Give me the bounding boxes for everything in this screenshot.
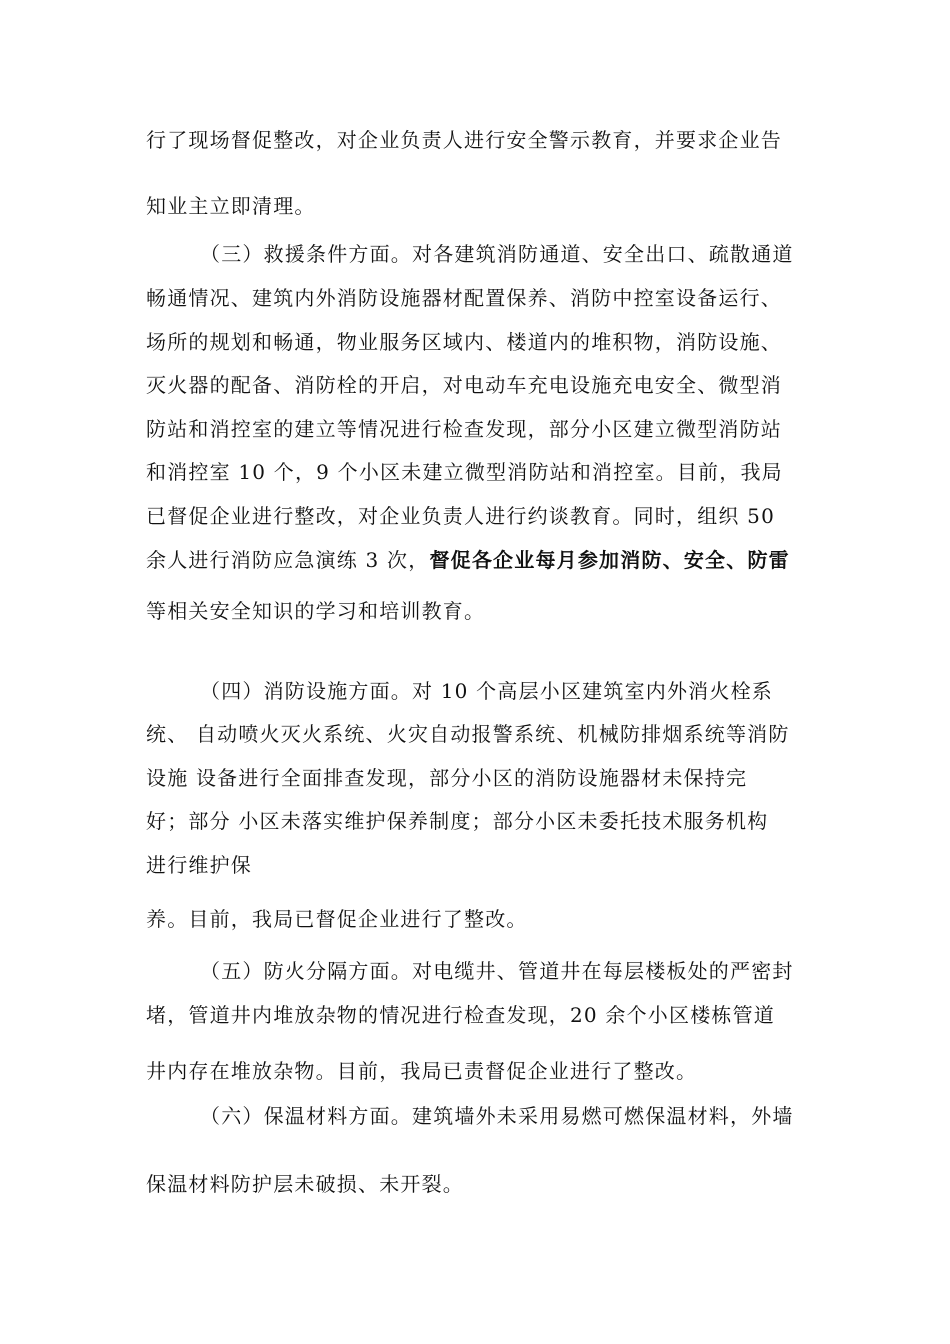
text-line: 等相关安全知识的学习和培训教育。 [146,599,486,623]
section-5-heading-line: （五）防火分隔方面。对电缆井、管道井在每层楼板处的严密封 [200,959,794,983]
text-line: 畅通情况、建筑内外消防设施器材配置保养、消防中控室设备运行、 [146,286,782,310]
text-line [146,546,790,574]
text-line: 好；部分 小区未落实维护保养制度；部分小区未委托技术服务机构 [146,809,769,833]
text-line: 场所的规划和畅通，物业服务区域内、楼道内的堆积物，消防设施、 [146,330,782,354]
text-line: 行了现场督促整改，对企业负责人进行安全警示教育，并要求企业告 [146,128,782,152]
text-line: 井内存在堆放杂物。目前，我局已责督促企业进行了整改。 [146,1059,698,1083]
text-line: 灭火器的配备、消防栓的开启，对电动车充电设施充电安全、微型消 [146,373,782,397]
text-span: 余人进行消防应急演练 3 次， [146,548,430,572]
text-line: 统、 自动喷火灭火系统、火灾自动报警系统、机械防排烟系统等消防 [146,722,790,746]
text-line: 防站和消控室的建立等情况进行检查发现，部分小区建立微型消防站 [146,417,782,441]
bold-text-span: 督促各企业每月参加消防、安全、防雷 [429,548,790,572]
section-4-heading-line: （四）消防设施方面。对 10 个高层小区建筑室内外消火栓系 [200,679,773,703]
text-line: 已督促企业进行整改，对企业负责人进行约谈教育。同时，组织 50 [146,504,776,528]
text-line: 保温材料防护层未破损、未开裂。 [146,1172,464,1196]
text-line: 和消控室 10 个，9 个小区未建立微型消防站和消控室。目前，我局 [146,460,783,484]
text-line: 设施 设备进行全面排查发现，部分小区的消防设施器材未保持完 [146,766,748,790]
text-line: 养。目前，我局已督促企业进行了整改。 [146,907,528,931]
section-3-heading-line: （三）救援条件方面。对各建筑消防通道、安全出口、疏散通道 [200,242,794,266]
text-line: 进行维护保 [146,853,252,877]
section-6-heading-line: （六）保温材料方面。建筑墙外未采用易燃可燃保温材料，外墙 [200,1104,794,1128]
text-line: 堵，管道井内堆放杂物的情况进行检查发现，20 余个小区楼栋管道 [146,1003,776,1027]
text-line: 知业主立即清理。 [146,194,316,218]
